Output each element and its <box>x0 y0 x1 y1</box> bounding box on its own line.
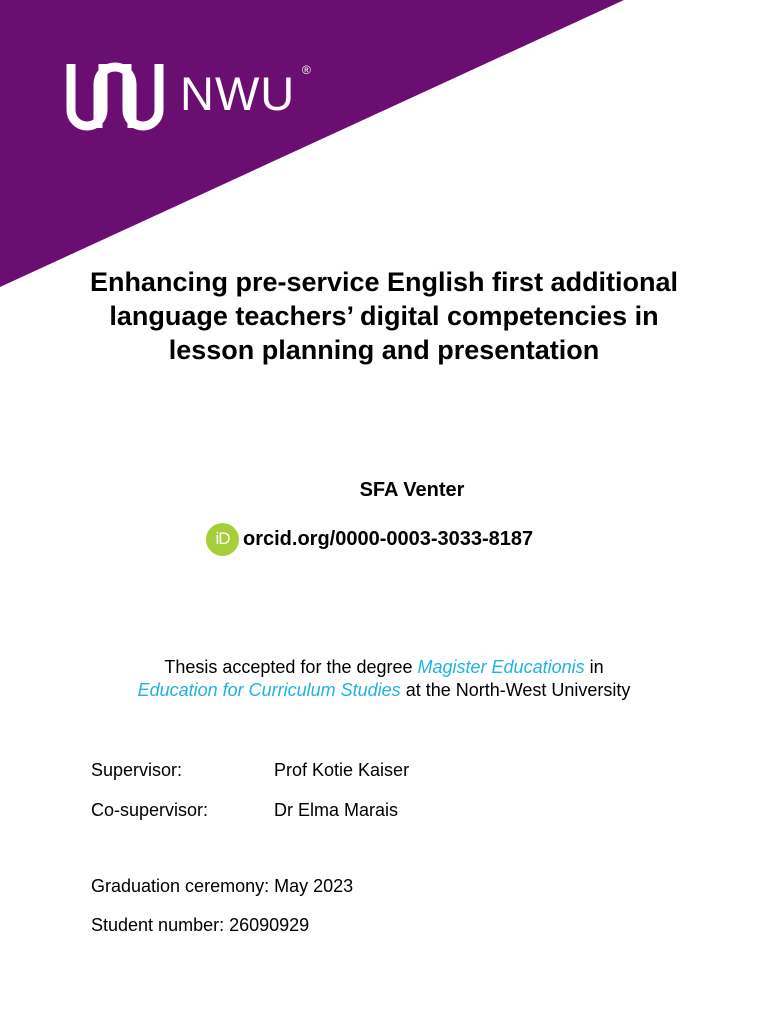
degree-name: Magister Educationis <box>417 657 585 677</box>
thesis-statement <box>0 656 768 702</box>
student-number: Student number: 26090929 <box>91 915 310 935</box>
thesis-title: Enhancing pre-service English first additional language teachers’ digital competencies in lesson planning and presentation <box>89 267 679 365</box>
orcid-row <box>206 522 533 556</box>
nwu-logo-text: NWU <box>180 67 296 120</box>
supervisor-row <box>91 759 409 781</box>
co-supervisor-name: Dr Elma Marais <box>274 800 399 820</box>
purple-banner <box>0 0 768 300</box>
thesis-prefix: Thesis accepted for the degree <box>164 657 418 677</box>
author-name: SFA Venter <box>359 479 465 501</box>
co-supervisor-row <box>91 799 398 821</box>
thesis-middle: in <box>584 657 604 677</box>
orcid-link[interactable]: orcid.org/0000-0003-3033-8187 <box>243 527 534 550</box>
nwu-emblem-icon <box>64 52 166 140</box>
registered-mark: ® <box>302 63 311 77</box>
supervisor-label: Supervisor: <box>91 760 183 780</box>
co-supervisor-label: Co-supervisor: <box>91 800 209 820</box>
field-of-study: Education for Curriculum Studies <box>137 680 401 700</box>
orcid-icon: iD <box>206 523 239 556</box>
graduation-ceremony: Graduation ceremony: May 2023 <box>91 876 354 896</box>
thesis-suffix: at the North-West University <box>400 680 631 700</box>
supervisor-name: Prof Kotie Kaiser <box>274 760 410 780</box>
